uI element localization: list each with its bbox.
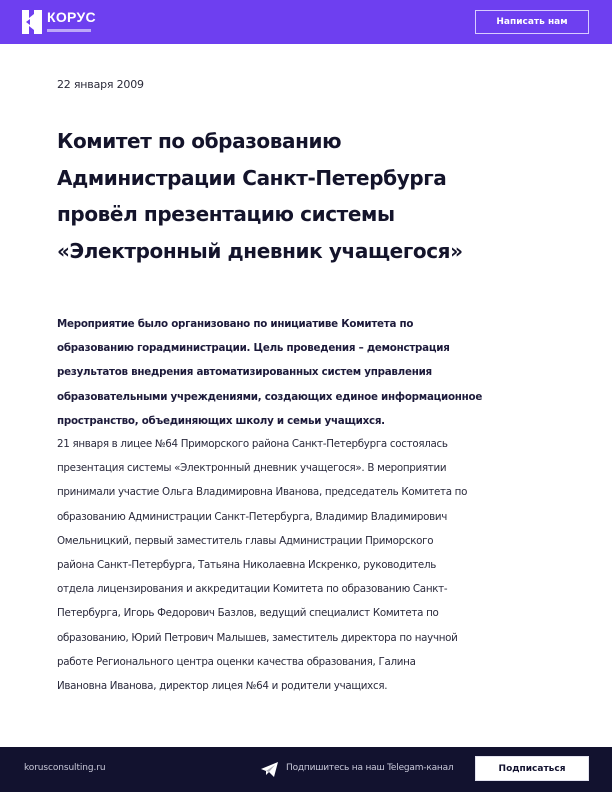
korus-logo-mark-icon [22, 10, 42, 34]
logo-subtitle [47, 29, 91, 32]
body-line: отдела лицензирования и аккредитации Комитета по образованию Санкт- [57, 583, 448, 596]
body-line: района Санкт-Петербурга, Татьяна Николаевна Искренко, руководитель [57, 559, 437, 572]
logo-text: КОРУС [47, 9, 96, 25]
telegram-plane-icon[interactable] [261, 762, 279, 777]
title-line: провёл презентацию системы [57, 202, 395, 226]
site-link[interactable]: korusconsulting.ru [24, 763, 106, 773]
body-line: Ивановна Иванова, директор лицея №64 и родители учащихся. [57, 680, 388, 693]
body-line: работе Регионального центра оценки качества образования, Галина [57, 655, 416, 668]
subscribe-button[interactable]: Подписаться [475, 756, 589, 781]
korus-logo[interactable] [22, 10, 96, 34]
article-title [57, 123, 577, 269]
body-line: Омельницкий, первый заместитель главы Администрации Приморского [57, 534, 434, 547]
body-line: образованию, Юрий Петрович Малышев, заместитель директора по научной [57, 631, 458, 644]
lead-line: пространство, объединяющих школу и семьи учащихся. [57, 414, 385, 427]
write-us-button[interactable]: Написать нам [475, 10, 589, 34]
lead-line: образовательными учреждениями, создающих единое информационное [57, 390, 483, 403]
body-line: образованию Администрации Санкт-Петербурга, Владимир Владимирович [57, 510, 448, 523]
title-line: Администрации Санкт-Петербурга [57, 165, 447, 190]
site-header [0, 0, 612, 44]
body-line: презентация системы «Электронный дневник учащегося». В мероприятии [57, 462, 447, 475]
article-lead [57, 312, 567, 433]
site-footer [0, 747, 612, 792]
title-line: «Электронный дневник учащегося» [57, 238, 463, 263]
lead-line: результатов внедрения автоматизированных систем управления [57, 366, 432, 379]
lead-line: Мероприятие было организовано по инициативе Комитета по [57, 318, 414, 330]
article-body [57, 432, 567, 698]
body-line: 21 января в лицее №64 Приморского района Санкт-Петербурга состоялась [57, 438, 448, 450]
body-line: принимали участие Ольга Владимировна Иванова, председатель Комитета по [57, 486, 468, 499]
lead-line: образованию горадминистрации. Цель проведения – демонстрация [57, 342, 450, 355]
article-date: 22 января 2009 [57, 78, 144, 91]
title-line: Комитет по образованию [57, 129, 342, 153]
telegram-link[interactable]: Подпишитесь на наш Telegam-канал [286, 763, 454, 773]
body-line: Петербурга, Игорь Федорович Базлов, ведущий специалист Комитета по [57, 607, 439, 620]
